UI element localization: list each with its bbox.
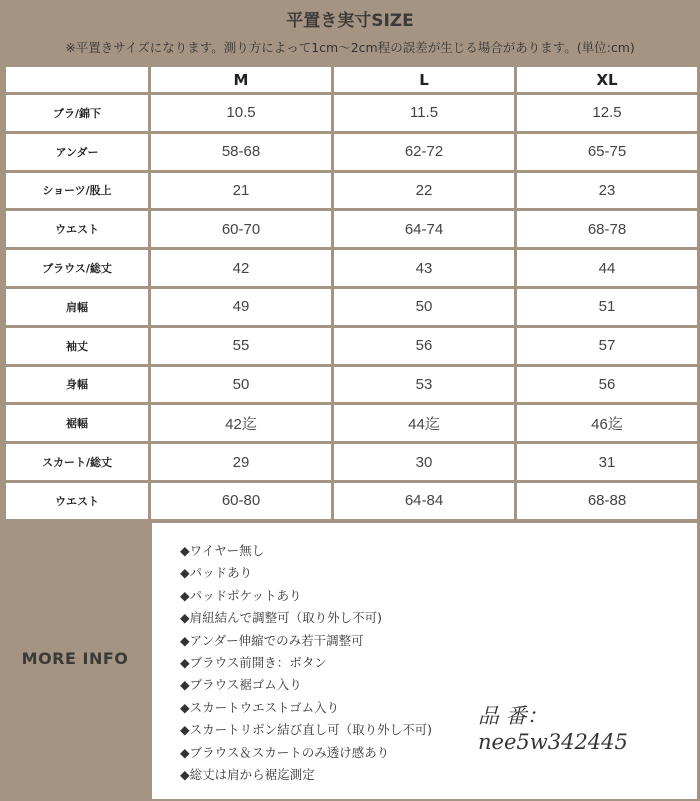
table-cell: 68-78 — [517, 211, 697, 247]
row-label: 袖丈 — [6, 328, 148, 364]
info-list-item: ◆スカートリボン結び直し可（取り外し不可) — [180, 722, 432, 738]
table-row — [6, 134, 697, 170]
table-cell: 43 — [334, 250, 514, 286]
table-cell: 11.5 — [334, 95, 514, 131]
table-cell: 68-88 — [517, 483, 697, 519]
table-row — [6, 173, 697, 209]
row-label: 肩幅 — [6, 289, 148, 325]
info-list-item: ◆肩紐結んで調整可（取り外し不可) — [180, 610, 382, 626]
table-row — [6, 250, 697, 286]
table-cell: 21 — [151, 173, 331, 209]
row-label: 裾幅 — [6, 405, 148, 441]
info-list-item: ◆総丈は肩から裾迄測定 — [180, 766, 315, 782]
size-header — [0, 0, 700, 64]
product-code: nee5w342445 — [478, 730, 628, 754]
more-info-panel — [152, 523, 697, 799]
table-cell: 57 — [517, 328, 697, 364]
table-cell: 29 — [151, 444, 331, 480]
product-code-label: 品 番： — [478, 704, 548, 728]
table-cell: 64-84 — [334, 483, 514, 519]
table-cell: 56 — [517, 367, 697, 403]
info-list — [180, 540, 432, 786]
table-cell: 30 — [334, 444, 514, 480]
row-label: ウエスト — [6, 211, 148, 247]
table-cell: 50 — [151, 367, 331, 403]
row-label: ブラウス/総丈 — [6, 250, 148, 286]
table-cell: 12.5 — [517, 95, 697, 131]
table-cell: 65-75 — [517, 134, 697, 170]
more-info-heading: MORE INFO — [21, 649, 129, 668]
table-cell: 42 — [151, 250, 331, 286]
table-cell: 58-68 — [151, 134, 331, 170]
table-cell: 60-70 — [151, 211, 331, 247]
info-list-item: ◆パッドあり — [180, 565, 253, 581]
table-cell: 62-72 — [334, 134, 514, 170]
measurement-note: ※平置きサイズになります。測り方によって1cm〜2cm程の誤差が生じる場合があります。(単位:cm) — [65, 40, 635, 55]
table-row — [6, 328, 697, 364]
table-cell: 46迄 — [517, 405, 697, 441]
table-row — [6, 444, 697, 480]
table-cell: 23 — [517, 173, 697, 209]
row-label: 身幅 — [6, 367, 148, 403]
table-cell: 31 — [517, 444, 697, 480]
info-list-item: ◆パッドポケットあり — [180, 587, 302, 603]
table-cell: 51 — [517, 289, 697, 325]
info-list-item: ◆ブラウス＆スカートのみ透け感あり — [180, 744, 390, 760]
size-column-header: L — [334, 67, 514, 92]
size-column-header: M — [151, 67, 331, 92]
table-cell: 44迄 — [334, 405, 514, 441]
info-list-item: ◆ブラウス前開き：ボタン — [180, 654, 327, 670]
table-cell: 64-74 — [334, 211, 514, 247]
table-cell: 56 — [334, 328, 514, 364]
table-cell: 49 — [151, 289, 331, 325]
table-cell: 44 — [517, 250, 697, 286]
row-label: ウエスト — [6, 483, 148, 519]
table-row — [6, 483, 697, 519]
table-row — [6, 95, 697, 131]
more-info-label-panel — [0, 523, 150, 801]
info-list-item: ◆ブラウス裾ゴム入り — [180, 677, 302, 693]
corner-cell — [6, 67, 148, 92]
table-row — [6, 211, 697, 247]
table-cell: 42迄 — [151, 405, 331, 441]
table-cell: 50 — [334, 289, 514, 325]
page-title: 平置き実寸SIZE — [286, 11, 414, 31]
size-table — [3, 64, 700, 522]
row-label: ショーツ/股上 — [6, 173, 148, 209]
row-label: アンダー — [6, 134, 148, 170]
table-cell: 55 — [151, 328, 331, 364]
product-code-block — [478, 703, 628, 755]
table-cell: 53 — [334, 367, 514, 403]
table-row — [6, 367, 697, 403]
info-list-item: ◆スカートウエストゴム入り — [180, 699, 340, 715]
table-cell: 10.5 — [151, 95, 331, 131]
info-list-item: ◆ワイヤー無し — [180, 543, 265, 558]
size-header-row — [6, 67, 697, 92]
table-cell: 60-80 — [151, 483, 331, 519]
row-label: ブラ/錦下 — [6, 95, 148, 131]
info-list-item: ◆アンダー伸縮でのみ若干調整可 — [180, 632, 364, 648]
more-info-section — [0, 523, 700, 801]
table-cell: 22 — [334, 173, 514, 209]
table-row — [6, 405, 697, 441]
row-label: スカート/総丈 — [6, 444, 148, 480]
size-column-header: XL — [517, 67, 697, 92]
table-row — [6, 289, 697, 325]
